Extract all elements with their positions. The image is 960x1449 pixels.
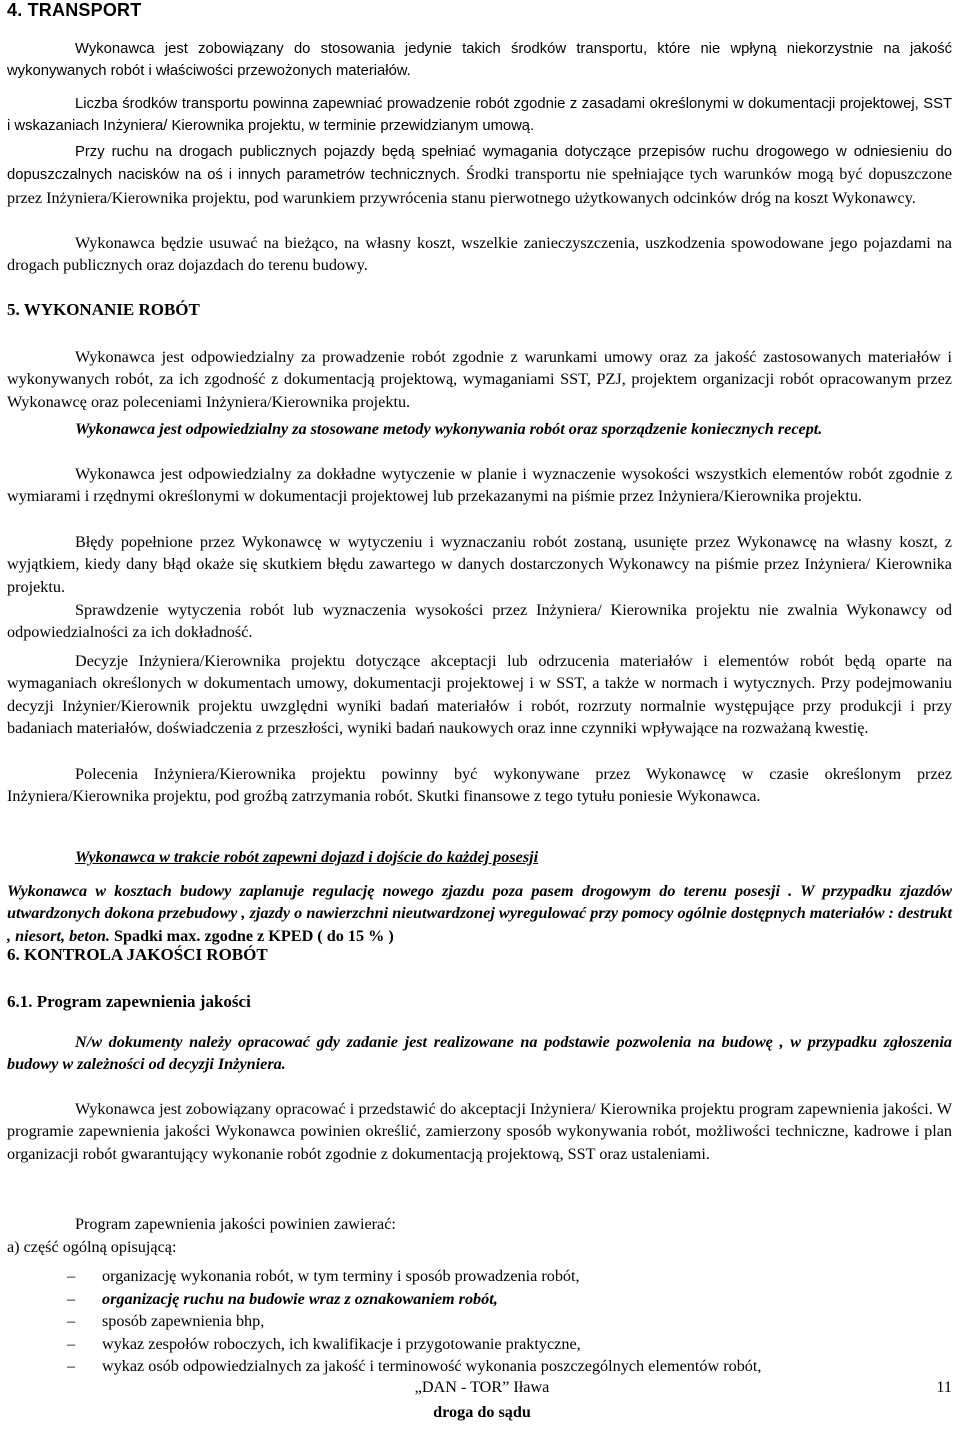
list-item: [7, 1355, 952, 1378]
quality-paragraph-2: Program zapewnienia jakości powinien zawierać:: [75, 1215, 396, 1233]
transport-paragraph-3-part-1: Przy ruchu na drogach publicznych pojazdy będą spełniać wymagania dotyczące przepisów ruchu drogowego w odniesieniu do dopuszczalnych nacisków na oś i innych parametrów technicznych.: [7, 144, 952, 184]
transport-paragraph-2: Liczba środków transportu powinna zapewniać prowadzenie robót zgodnie z zasadami określonymi w dokumentacji projektowej, SST i wskazaniach Inżyniera/ Kierownika projektu, w terminie przewidzianym umową.: [7, 96, 952, 135]
dash-bullet-icon: –: [67, 1357, 76, 1375]
execution-paragraph-6: Decyzje Inżyniera/Kierownika projektu dotyczące akceptacji lub odrzucenia materiałów i elementów robót będą oparte na wymaganiach określonych w dokumentach umowy, dokumentacji projektowej i w SST, a także w normach i wytycznych. Przy podejmowaniu decyzji Inżynier/Kierownik projektu uwzględni wyniki badań materiałów i robót, rozrzuty normalnie występujące przy produkcji i przy badaniach materiałów, doświadczenia z przeszłości, wyniki badań naukowych oraz inne czynniki wpływające na rozważaną kwestię.: [7, 652, 952, 738]
dash-bullet-icon: –: [67, 1267, 76, 1285]
transport-paragraph-1: Wykonawca jest zobowiązany do stosowania jedynie takich środków transportu, które nie wpłyną niekorzystnie na jakość wykonywanych robót i właściwości przewożonych materiałów.: [7, 41, 952, 80]
transport-paragraph-3-part-2: Środki transportu nie spełniające tych warunków mogą być dopuszczone przez Inżyniera/Kierownika projektu, pod warunkiem przywrócenia stanu pierwotnego użytkowanych odcinków dróg na koszt Wykonawcy.: [7, 165, 952, 207]
list-item: [7, 1288, 952, 1311]
driveway-note: [7, 880, 952, 947]
transport-paragraph-4: Wykonawca będzie usuwać na bieżąco, na własny koszt, wszelkie zanieczyszczenia, uszkodzenia spowodowane jego pojazdami na drogach publicznych oraz dojazdach do terenu budowy.: [7, 234, 952, 275]
execution-paragraph-3: Wykonawca jest odpowiedzialny za dokładne wytyczenie w planie i wyznaczenie wysokości wszystkich elementów robót zgodnie z wymiarami i rzędnymi określonymi w dokumentacji projektowej lub przekazanymi na piśmie przez Inżyniera/Kierownika projektu.: [7, 465, 952, 506]
execution-paragraph-2-emphasis: Wykonawca jest odpowiedzialny za stosowane metody wykonywania robót oraz sporządzenie koniecznych recept.: [75, 420, 823, 438]
dash-bullet-icon: –: [67, 1334, 76, 1353]
quality-note: N/w dokumenty należy opracować gdy zadanie jest realizowane na podstawie pozwolenia na budowę , w przypadku zgłoszenia budowy w zależności od decyzji Inżyniera.: [7, 1033, 952, 1074]
list-item-text: wykaz osób odpowiedzialnych za jakość i terminowość wykonania poszczególnych elementów robót,: [102, 1357, 762, 1375]
driveway-note-part-1: Wykonawca w kosztach budowy zaplanuje regulację nowego zjazdu poza pasem drogowym do terenu posesji . W przypadku zjazdów utwardzonych dokona przebudowy , zjazdy o nawierzchni nieutwardzonej wyregulować przy pomocy ogólnie dostępnych materiałów : destrukt , niesort, beton.: [7, 882, 952, 945]
list-item-text: sposób zapewnienia bhp,: [102, 1312, 265, 1330]
execution-paragraph-7: Polecenia Inżyniera/Kierownika projektu powinny być wykonywane przez Wykonawcę w czasie określonym przez Inżyniera/Kierownika projektu, pod groźbą zatrzymania robót. Skutki finansowe z tego tytułu poniesie Wykonawca.: [7, 765, 952, 806]
access-note: [7, 846, 952, 868]
document-page: [7, 0, 956, 1449]
dash-bullet-icon: –: [67, 1289, 76, 1308]
execution-paragraph-1: Wykonawca jest odpowiedzialny za prowadzenie robót zgodnie z warunkami umowy oraz za jakość zastosowanych materiałów i wykonywanych robót, za ich zgodność z dokumentacją projektową, wymaganiami SST, PZJ, projektem organizacji robót opracowanym przez Wykonawcę oraz poleceniami Inżyniera/Kierownika projektu.: [7, 348, 952, 411]
execution-paragraph-5: Sprawdzenie wytyczenia robót lub wyznaczenia wysokości przez Inżyniera/ Kierownika projektu nie zwalnia Wykonawcy od odpowiedzialności za ich dokładność.: [7, 601, 952, 642]
list-item-text: wykaz zespołów roboczych, ich kwalifikacje i przygotowanie praktyczne,: [102, 1334, 581, 1353]
access-note-text: Wykonawca w trakcie robót zapewni dojazd i dojście do każdej posesji: [75, 848, 539, 866]
list-item-text: organizację wykonania robót, w tym terminy i sposób prowadzenia robót,: [102, 1267, 580, 1285]
transport-paragraph-3: [7, 141, 952, 210]
list-item: [7, 1333, 952, 1356]
list-item: [7, 1310, 952, 1333]
list-item-text: organizację ruchu na budowie wraz z oznakowaniem robót,: [102, 1289, 498, 1308]
list-item: [7, 1265, 952, 1288]
quality-list-intro: a) część ogólną opisującą:: [7, 1238, 177, 1256]
quality-paragraph-1: Wykonawca jest zobowiązany opracować i przedstawić do akceptacji Inżyniera/ Kierownika projektu program zapewnienia jakości. W programie zapewnienia jakości Wykonawca powinien określić, zamierzony sposób wykonywania robót, możliwości techniczne, kadrowe i plan organizacji robót gwarantujący wykonanie robót zgodnie z dokumentacją projektową, SST oraz ustaleniami.: [7, 1100, 952, 1163]
driveway-note-part-2: Spadki max. zgodne z KPED ( do 15 % ): [109, 926, 394, 945]
footer-tagline: droga do sądu: [433, 1403, 531, 1421]
quality-program-list: [7, 1265, 952, 1378]
section-heading-quality: 6. KONTROLA JAKOŚCI ROBÓT: [7, 945, 268, 964]
section-heading-transport: 4. TRANSPORT: [7, 0, 142, 20]
dash-bullet-icon: –: [67, 1312, 76, 1330]
execution-paragraph-4: Błędy popełnione przez Wykonawcę w wytyczeniu i wyznaczaniu robót zostaną, usunięte przez Wykonawcę na własny koszt, z wyjątkiem, kiedy dany błąd okaże się skutkiem błędu zawartego w danych dostarczonych Wykonawcy na piśmie przez Inżyniera/ Kierownika projektu.: [7, 533, 952, 596]
footer-company: „DAN - TOR” Iława: [414, 1378, 550, 1396]
subsection-heading-quality-program: 6.1. Program zapewnienia jakości: [7, 992, 251, 1011]
page-number: 11: [936, 1378, 952, 1396]
section-heading-execution: 5. WYKONANIE ROBÓT: [7, 300, 200, 319]
